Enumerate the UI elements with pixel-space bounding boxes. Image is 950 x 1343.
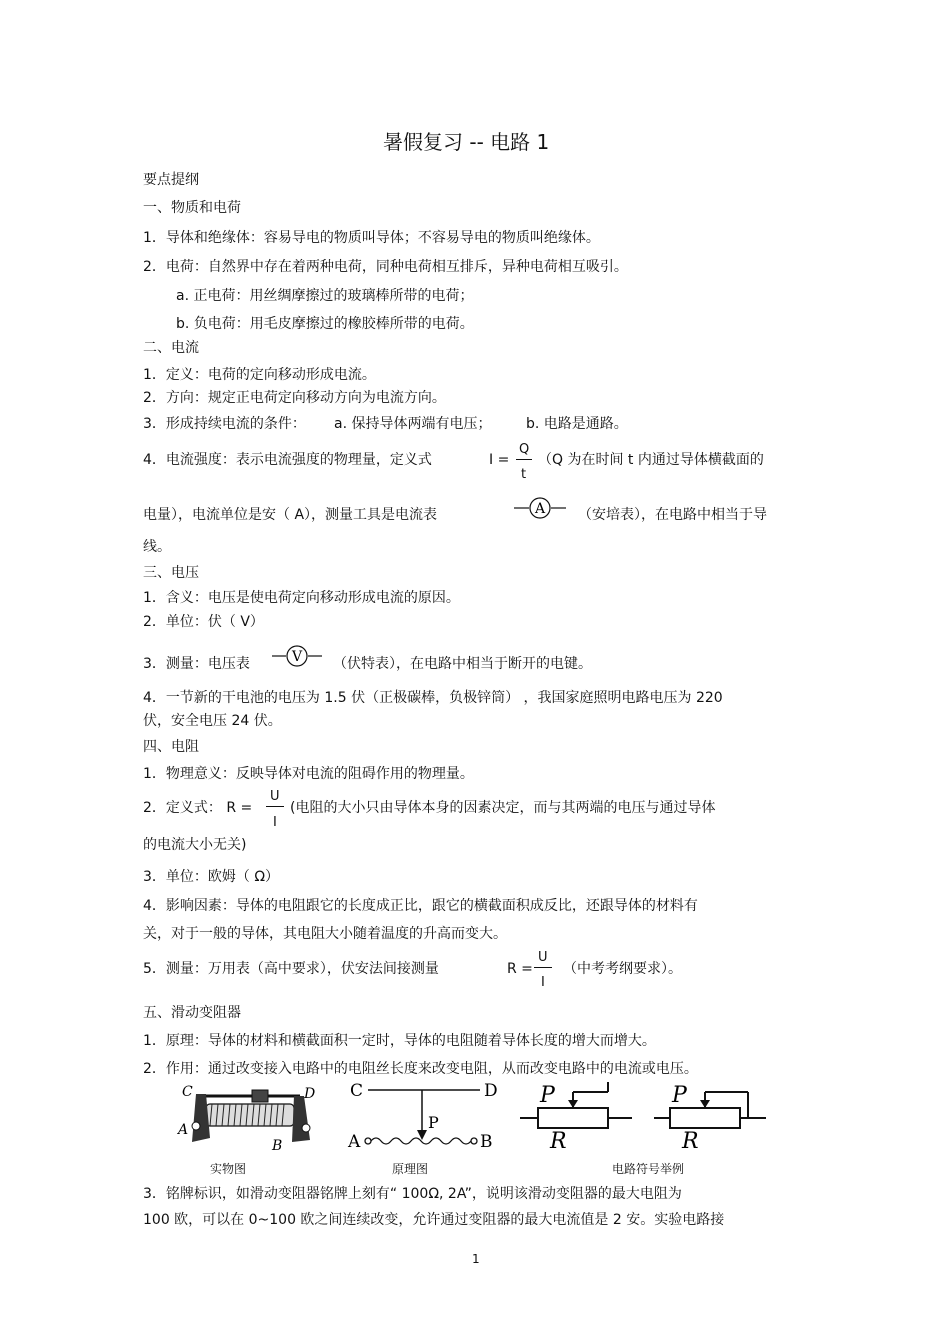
section-heading: 二、电流 — [143, 340, 199, 356]
page-number: 1 — [472, 1252, 480, 1266]
text-line: 2．方向：规定正电荷定向移动方向为电流方向。 — [143, 390, 446, 406]
text-line: （伏特表），在电路中相当于断开的电键。 — [333, 656, 592, 672]
text-line: 4．影响因素：导体的电阻跟它的长度成正比，跟它的横截面积成反比，还跟导体的材料有 — [143, 898, 698, 914]
figure-caption: 电路符号举例 — [612, 1162, 685, 1176]
voltmeter-letter: V — [291, 649, 303, 665]
voltmeter-icon — [270, 645, 324, 667]
text-line: a. 正电荷：用丝绸摩擦过的玻璃棒所带的电荷； — [176, 288, 474, 304]
fraction-numerator: U — [538, 950, 548, 965]
section-heading: 五、滑动变阻器 — [143, 1005, 241, 1021]
text-line: 2．定义式： R = — [143, 800, 253, 816]
label-d: D — [304, 1086, 316, 1102]
label-b: B — [480, 1132, 493, 1152]
fraction-denominator: t — [521, 467, 527, 482]
text-line: 1．含义：电压是使电荷定向移动形成电流的原因。 — [143, 590, 460, 606]
figure-caption: 原理图 — [392, 1162, 429, 1176]
text-line: （Q 为在时间 t 内通过导体横截面的 — [538, 452, 764, 468]
label-p: P — [672, 1083, 687, 1108]
label-p: P — [540, 1083, 555, 1108]
label-b: B — [272, 1138, 283, 1154]
label-r: R — [682, 1129, 699, 1154]
label-a: A — [178, 1122, 189, 1138]
text-line: 100 欧，可以在 0~100 欧之间连续改变，允许通过变阻器的最大电流值是 2 安。实验电路接 — [143, 1212, 725, 1228]
section-heading: 一、物质和电荷 — [143, 200, 241, 216]
label-a: A — [348, 1132, 361, 1152]
text-line: 2．作用：通过改变接入电路中的电阻丝长度来改变电阻，从而改变电路中的电流或电压。 — [143, 1061, 698, 1077]
text-line: 线。 — [143, 539, 171, 555]
text-line: 的电流大小无关) — [143, 837, 247, 853]
text-line: b. 电路是通路。 — [526, 416, 628, 432]
formula-lhs: I = — [489, 452, 510, 468]
figure-caption: 实物图 — [210, 1162, 247, 1176]
text-line: 4．一节新的干电池的电压为 1.5 伏（正极碳棒，负极锌筒） ，我国家庭照明电路电压为 220 — [143, 690, 723, 706]
text-line: 3．形成持续电流的条件： — [143, 416, 306, 432]
fraction-bar — [534, 967, 552, 968]
label-c: C — [350, 1081, 364, 1101]
text-line: 2．电荷：自然界中存在着两种电荷，同种电荷相互排斥，异种电荷相互吸引。 — [143, 259, 628, 275]
text-line: 1．原理：导体的材料和横截面积一定时，导体的电阻随着导体长度的增大而增大。 — [143, 1033, 656, 1049]
fraction-bar — [266, 806, 284, 807]
text-line: 3．测量：电压表 — [143, 656, 250, 672]
label-d: D — [484, 1081, 498, 1101]
text-line: 2．单位：伏（ V） — [143, 614, 264, 630]
label-r: R — [550, 1129, 567, 1154]
ammeter-icon — [512, 497, 568, 519]
rheostat-photo-figure — [172, 1082, 332, 1158]
fraction-bar — [516, 459, 532, 460]
text-line: 关，对于一般的导体，其电阻大小随着温度的升高而变大。 — [143, 926, 507, 942]
fraction-numerator: U — [270, 789, 280, 804]
text-line: 1．定义：电荷的定向移动形成电流。 — [143, 367, 376, 383]
text-line: （中考考纲要求）。 — [563, 961, 682, 977]
page-title: 暑假复习 -- 电路 1 — [383, 130, 550, 154]
text-line: 1．导体和绝缘体：容易导电的物质叫导体；不容易导电的物质叫绝缘体。 — [143, 230, 600, 246]
section-heading: 三、电压 — [143, 565, 199, 581]
fraction-denominator: I — [273, 815, 277, 830]
formula-lhs: R = — [507, 961, 533, 977]
outline-heading: 要点提纲 — [143, 172, 199, 188]
text-line: 4．电流强度：表示电流强度的物理量，定义式 — [143, 452, 432, 468]
text-line: (电阻的大小只由导体本身的因素决定，而与其两端的电压与通过导体 — [290, 800, 716, 816]
rheostat-schematic-figure — [346, 1080, 506, 1156]
section-heading: 四、电阻 — [143, 739, 199, 755]
text-line: a. 保持导体两端有电压； — [334, 416, 492, 432]
text-line: 3．铭牌标识，如滑动变阻器铭牌上刻有“ 100Ω, 2A”，说明该滑动变阻器的最大电阻为 — [143, 1186, 682, 1202]
ammeter-letter: A — [534, 501, 546, 517]
label-c: C — [182, 1084, 193, 1100]
text-line: b. 负电荷：用毛皮摩擦过的橡胶棒所带的电荷。 — [176, 316, 474, 332]
text-line: 5．测量：万用表（高中要求），伏安法间接测量 — [143, 961, 439, 977]
label-p: P — [428, 1113, 439, 1132]
fraction-denominator: I — [541, 975, 545, 990]
text-line: 3．单位：欧姆（ Ω） — [143, 869, 280, 885]
text-line: （安培表），在电路中相当于导 — [578, 507, 767, 523]
fraction-numerator: Q — [519, 442, 530, 457]
text-line: 电量），电流单位是安（ A），测量工具是电流表 — [143, 507, 438, 523]
rheostat-symbols-figure — [520, 1080, 770, 1154]
text-line: 1．物理意义：反映导体对电流的阻碍作用的物理量。 — [143, 766, 474, 782]
text-line: 伏，安全电压 24 伏。 — [143, 713, 282, 729]
